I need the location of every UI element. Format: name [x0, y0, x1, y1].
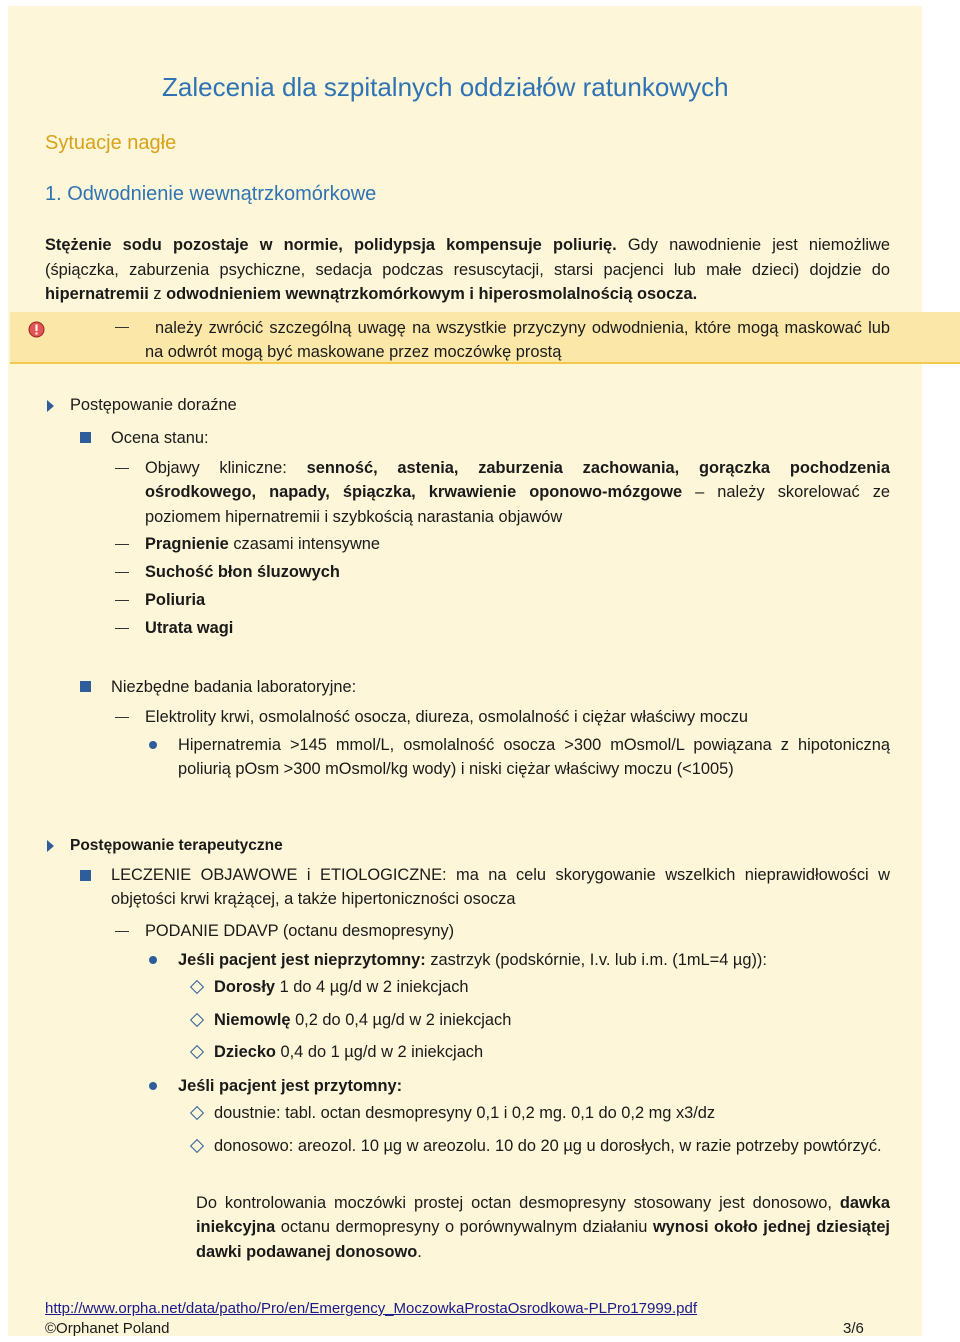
triangle-bullet-icon — [47, 840, 54, 852]
adult-label: Dorosły — [214, 978, 276, 996]
lab-label: Niezbędne badania laboratoryjne: — [111, 678, 357, 696]
page-number: 3/6 — [843, 1320, 864, 1337]
square-bullet-icon — [80, 432, 91, 443]
thirst-label: Pragnienie — [145, 535, 229, 553]
conscious-item: Jeśli pacjent jest przytomny: — [178, 1077, 403, 1095]
weight-loss-item: Utrata wagi — [145, 619, 234, 637]
mucosa-item: Suchość błon śluzowych — [145, 563, 340, 581]
polyuria-item: Poliuria — [145, 591, 206, 609]
warning-icon — [28, 321, 45, 338]
dot-bullet-icon — [149, 1082, 157, 1090]
dash-bullet-icon — [115, 931, 129, 932]
intro-paragraph — [45, 233, 890, 307]
unconscious-note: zastrzyk (podskórnie, I.v. lub i.m. (1mL=4 µg)): — [425, 951, 767, 969]
note-bold-1: dawka iniekcyjna — [196, 1194, 890, 1237]
assessment-label: Ocena stanu: — [111, 429, 209, 447]
source-link[interactable]: http://www.orpha.net/data/patho/Pro/en/Emergency_MoczowkaProstaOsrodkowa-PLPro17999.pdf — [45, 1300, 698, 1317]
nasal-dose: donosowo: areozol. 10 µg w areozolu. 10 do 20 µg u dorosłych, w razie potrzeby powtórzyć. — [214, 1137, 882, 1155]
dash-bullet-icon — [115, 468, 129, 469]
symptoms-note: – należy skorelować ze poziomem hipernatremii i szybkością narastania objawów — [145, 483, 890, 526]
infant-dose — [214, 1008, 511, 1032]
lab-item: Elektrolity krwi, osmolalność osocza, diureza, osmolalność i ciężar właściwy moczu — [145, 708, 749, 726]
dot-bullet-icon — [149, 741, 157, 749]
treatment-item: LECZENIE OBJAWOWE i ETIOLOGICZNE: ma na celu skorygowanie wszelkich nieprawidłowości w objętości krwi krążącej, a także hipertoniczności osocza — [111, 866, 890, 909]
therapy-heading: Postępowanie terapeutyczne — [70, 837, 283, 854]
adult-dose — [214, 975, 469, 999]
triangle-bullet-icon — [47, 400, 54, 412]
dash-bullet-icon — [115, 572, 129, 573]
symptoms-prefix: Objawy kliniczne: — [145, 459, 307, 477]
dot-bullet-icon — [149, 956, 157, 964]
note-bold-2: wynosi około jednej dziesiątej dawki podawanej donosowo — [196, 1218, 890, 1261]
note-text-1: Do kontrolowania moczówki prostej octan desmopresyny stosowany jest donosowo, — [196, 1194, 840, 1212]
dash-bullet-icon — [115, 628, 129, 629]
square-bullet-icon — [80, 681, 91, 692]
oral-dose: doustnie: tabl. octan desmopresyny 0,1 i 0,2 mg. 0,1 do 0,2 mg x3/dz — [214, 1104, 716, 1122]
child-value: 0,4 do 1 µg/d w 2 iniekcjach — [275, 1043, 484, 1061]
infant-label: Niemowlę — [214, 1011, 291, 1029]
symptoms-list: senność, astenia, zaburzenia zachowania, gorączka pochodzenia ośrodkowego, napady, śpiączka, krwawienie oponowo-mózgowe — [145, 459, 890, 502]
dash-bullet-icon — [115, 544, 129, 545]
dash-bullet-icon — [115, 600, 129, 601]
section-heading: Sytuacje nagłe — [45, 132, 177, 154]
thirst-note: czasami intensywne — [228, 535, 381, 553]
note-text-2: octanu dermopresyny o porównywalnym działaniu — [275, 1218, 653, 1237]
intro-lead: Stężenie sodu pozostaje w normie, polidypsja kompensuje poliurię. — [45, 236, 617, 254]
square-bullet-icon — [80, 870, 91, 881]
dosage-note — [196, 1191, 890, 1264]
child-dose — [214, 1040, 483, 1064]
dash-bullet-icon — [115, 327, 129, 328]
copyright: ©Orphanet Poland — [45, 1320, 170, 1337]
page-title: Zalecenia dla szpitalnych oddziałów ratunkowych — [162, 72, 729, 102]
subsection-heading: 1. Odwodnienie wewnątrzkomórkowe — [45, 183, 377, 205]
lab-detail: Hipernatremia >145 mmol/L, osmolalność osocza >300 mOsmol/L powiązana z hipotoniczną poliurią pOsm >300 mOsmol/kg wody) i niski ciężar właściwy moczu (<1005) — [178, 736, 890, 779]
intro-conj: z — [148, 285, 167, 304]
infant-value: 0,2 do 0,4 µg/d w 2 iniekcjach — [290, 1011, 512, 1029]
unconscious-item — [178, 948, 767, 972]
intro-text: Gdy nawodnienie jest niemożliwe (śpiączka, zaburzenia psychiczne, sedacja podczas resuscytacji, starsi pacjenci lub małe dzieci) dojdzie do — [45, 236, 890, 279]
note-text-3: . — [417, 1242, 422, 1261]
intro-dehydration: odwodnieniem wewnątrzkomórkowym i hiperosmolalnością osocza. — [166, 285, 698, 304]
child-label: Dziecko — [214, 1043, 276, 1061]
adult-value: 1 do 4 µg/d w 2 iniekcjach — [275, 978, 469, 996]
symptoms-item — [145, 456, 890, 529]
unconscious-label: Jeśli pacjent jest nieprzytomny: — [178, 951, 426, 969]
thirst-item — [145, 532, 380, 556]
intro-hypernatremia: hipernatremii — [45, 285, 149, 304]
dash-bullet-icon — [115, 717, 129, 718]
warning-text: należy zwrócić szczególną uwagę na wszystkie przyczyny odwodnienia, które mogą maskować lub na odwrót mogą być maskowane przez moczówkę prostą — [145, 319, 890, 361]
ddavp-item: PODANIE DDAVP (octanu desmopresyny) — [145, 922, 455, 940]
emergency-heading: Postępowanie doraźne — [70, 396, 237, 414]
